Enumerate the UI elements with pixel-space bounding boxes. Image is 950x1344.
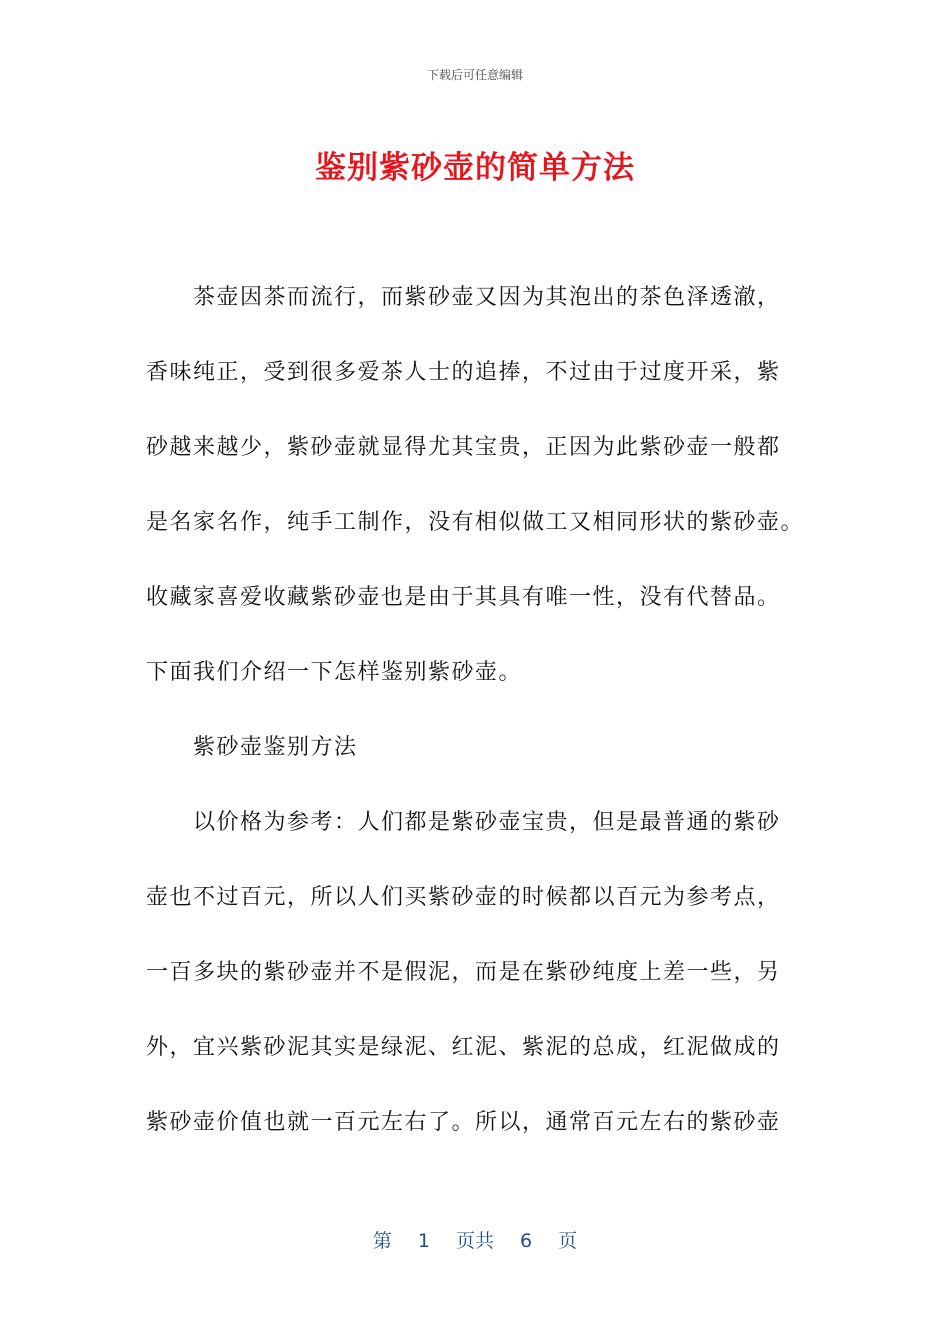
document-title: 鉴别紫砂壶的简单方法 [315, 150, 635, 186]
body-line: 下面我们介绍一下怎样鉴别紫砂壶。 [146, 660, 523, 685]
footer-prefix: 第 [372, 1230, 392, 1252]
body-line: 茶壶因茶而流行，而紫砂壶又因为其泡出的茶色泽透澈， [146, 285, 781, 310]
page-footer [0, 1226, 950, 1253]
body-line: 是名家名作，纯手工制作，没有相似做工又相同形状的紫砂壶。 [146, 510, 805, 535]
page-header: 下载后可任意编辑 [426, 68, 523, 82]
body-line: 紫砂壶价值也就一百元左右了。所以，通常百元左右的紫砂壶 [146, 1110, 781, 1135]
body-line: 一百多块的紫砂壶并不是假泥，而是在紫砂纯度上差一些，另 [146, 960, 781, 985]
body-line: 外，宜兴紫砂泥其实是绿泥、红泥、紫泥的总成，红泥做成的 [146, 1035, 781, 1060]
body-line: 壶也不过百元，所以人们买紫砂壶的时候都以百元为参考点， [146, 885, 781, 910]
body-line: 香味纯正，受到很多爱茶人士的追捧，不过由于过度开采，紫 [146, 360, 781, 385]
footer-suffix: 页 [558, 1230, 578, 1252]
footer-total-pages: 6 [520, 1230, 533, 1252]
section-heading: 紫砂壶鉴别方法 [146, 735, 358, 760]
footer-page-number: 1 [417, 1230, 430, 1252]
body-line: 砂越来越少，紫砂壶就显得尤其宝贵，正因为此紫砂壶一般都 [146, 435, 781, 460]
footer-middle: 页共 [455, 1230, 494, 1252]
body-line: 以价格为参考：人们都是紫砂壶宝贵，但是最普通的紫砂 [146, 810, 781, 835]
body-line: 收藏家喜爱收藏紫砂壶也是由于其具有唯一性，没有代替品。 [146, 585, 781, 610]
